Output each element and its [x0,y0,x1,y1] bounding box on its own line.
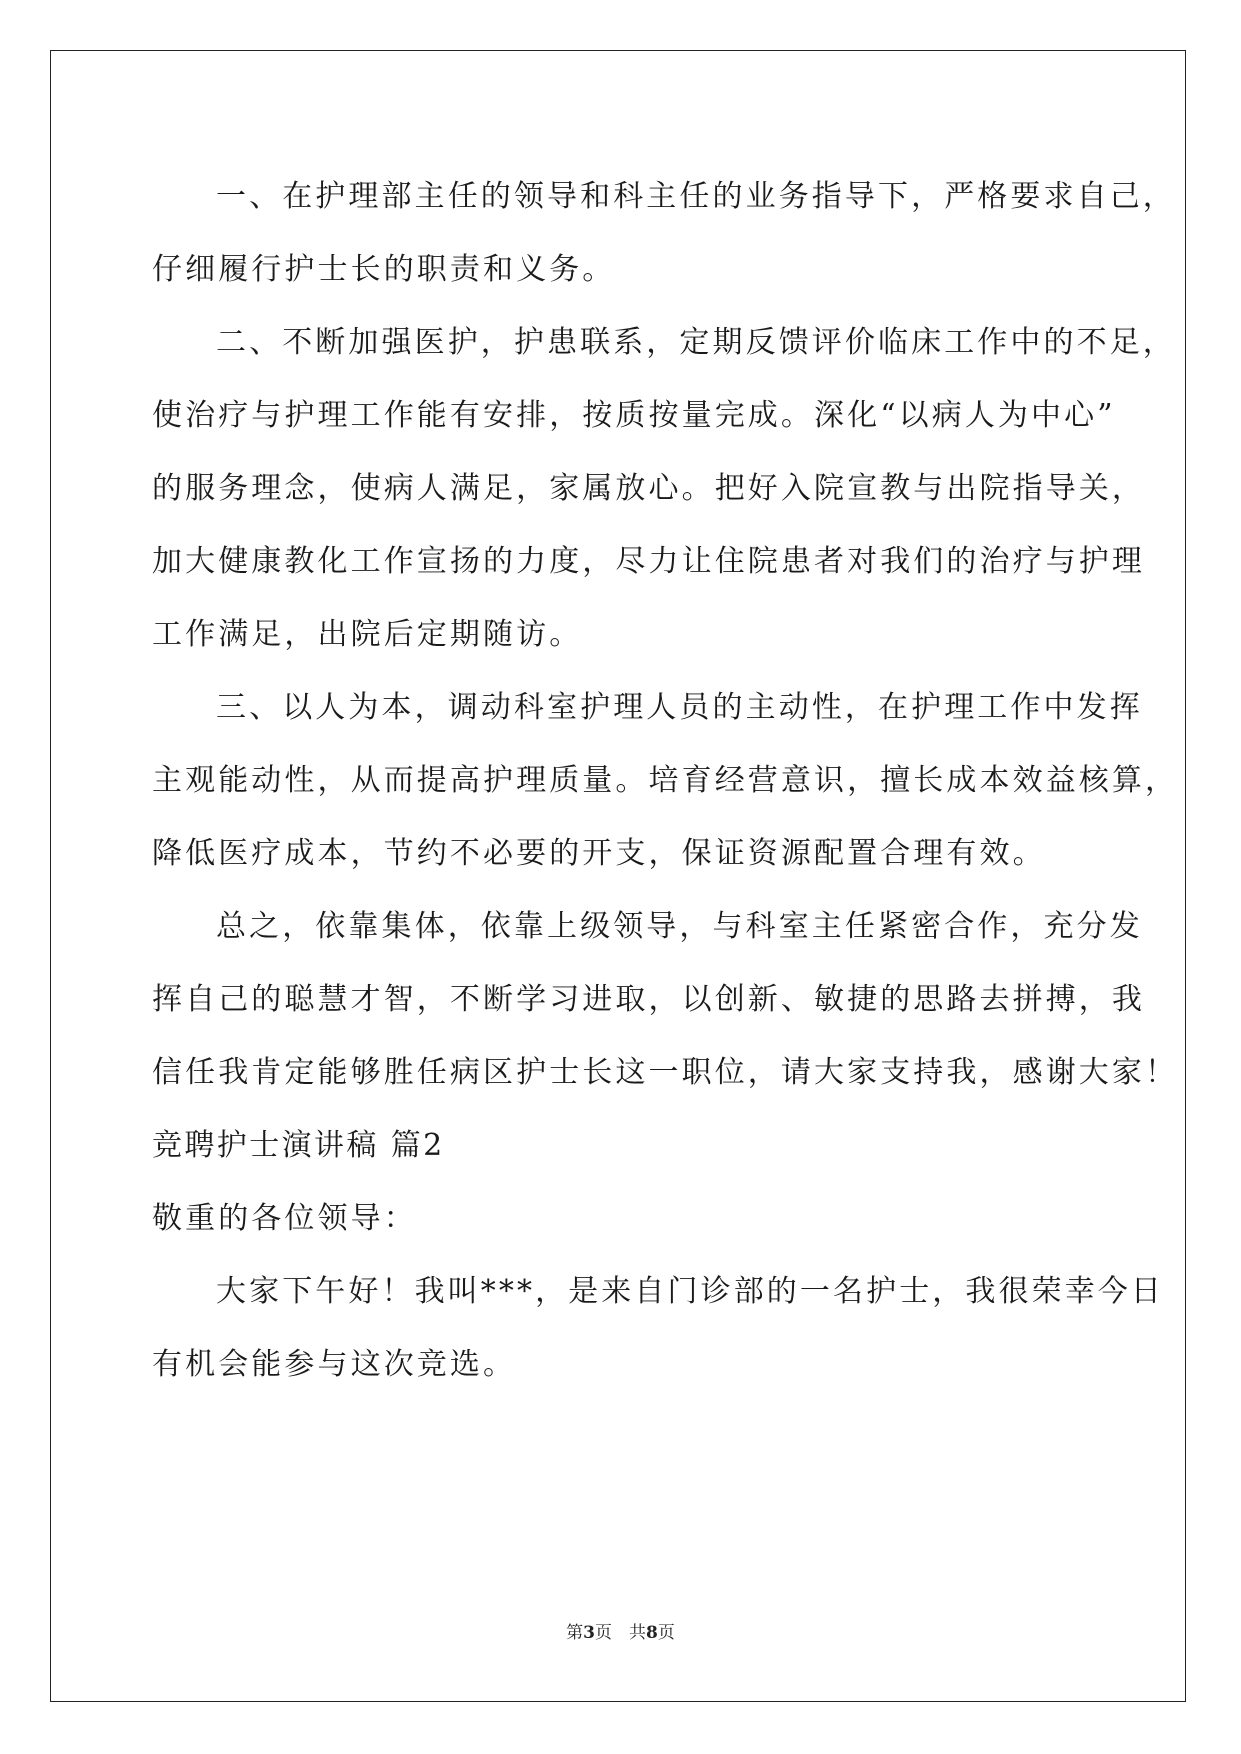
page-number-footer [0,1618,1241,1643]
text-line: 信任我肯定能够胜任病区护士长这一职位，请大家支持我，感谢大家！ [152,1055,1179,1090]
footer-middle: 页 共 [595,1623,646,1643]
document-body [152,160,1179,1401]
salutation: 敬重的各位领导： [152,1201,417,1236]
text-line: 总之，依靠集体，依靠上级领导，与科室主任紧密合作，充分发 [216,909,1143,944]
text-line: 主观能动性，从而提高护理质量。培育经营意识，擅长成本效益核算， [152,763,1179,798]
text-line: 仔细履行护士长的职责和义务。 [152,252,616,287]
text-line: 降低医疗成本，节约不必要的开支，保证资源配置合理有效。 [152,836,1046,871]
text-line: 使治疗与护理工作能有安排，按质按量完成。深化“以病人为中心” [152,398,1116,433]
text-line: 一、在护理部主任的领导和科主任的业务指导下，严格要求自己， [216,179,1176,214]
current-page-number: 3 [583,1623,595,1643]
text-line: 大家下午好！我叫***，是来自门诊部的一名护士，我很荣幸今日 [216,1274,1164,1309]
text-line: 有机会能参与这次竞选。 [152,1347,517,1382]
footer-prefix: 第 [566,1623,584,1643]
text-line: 挥自己的聪慧才智，不断学习进取，以创新、敏捷的思路去拼搏，我 [152,982,1145,1017]
text-line: 加大健康教化工作宣扬的力度，尽力让住院患者对我们的治疗与护理 [152,544,1145,579]
total-page-number: 8 [646,1623,658,1643]
footer-suffix: 页 [657,1623,675,1643]
section-heading: 竞聘护士演讲稿 篇2 [152,1128,445,1163]
text-line: 的服务理念，使病人满足，家属放心。把好入院宣教与出院指导关， [152,471,1145,506]
text-line: 三、以人为本，调动科室护理人员的主动性，在护理工作中发挥 [216,690,1143,725]
text-line: 工作满足，出院后定期随访。 [152,617,583,652]
text-line: 二、不断加强医护，护患联系，定期反馈评价临床工作中的不足， [216,325,1176,360]
